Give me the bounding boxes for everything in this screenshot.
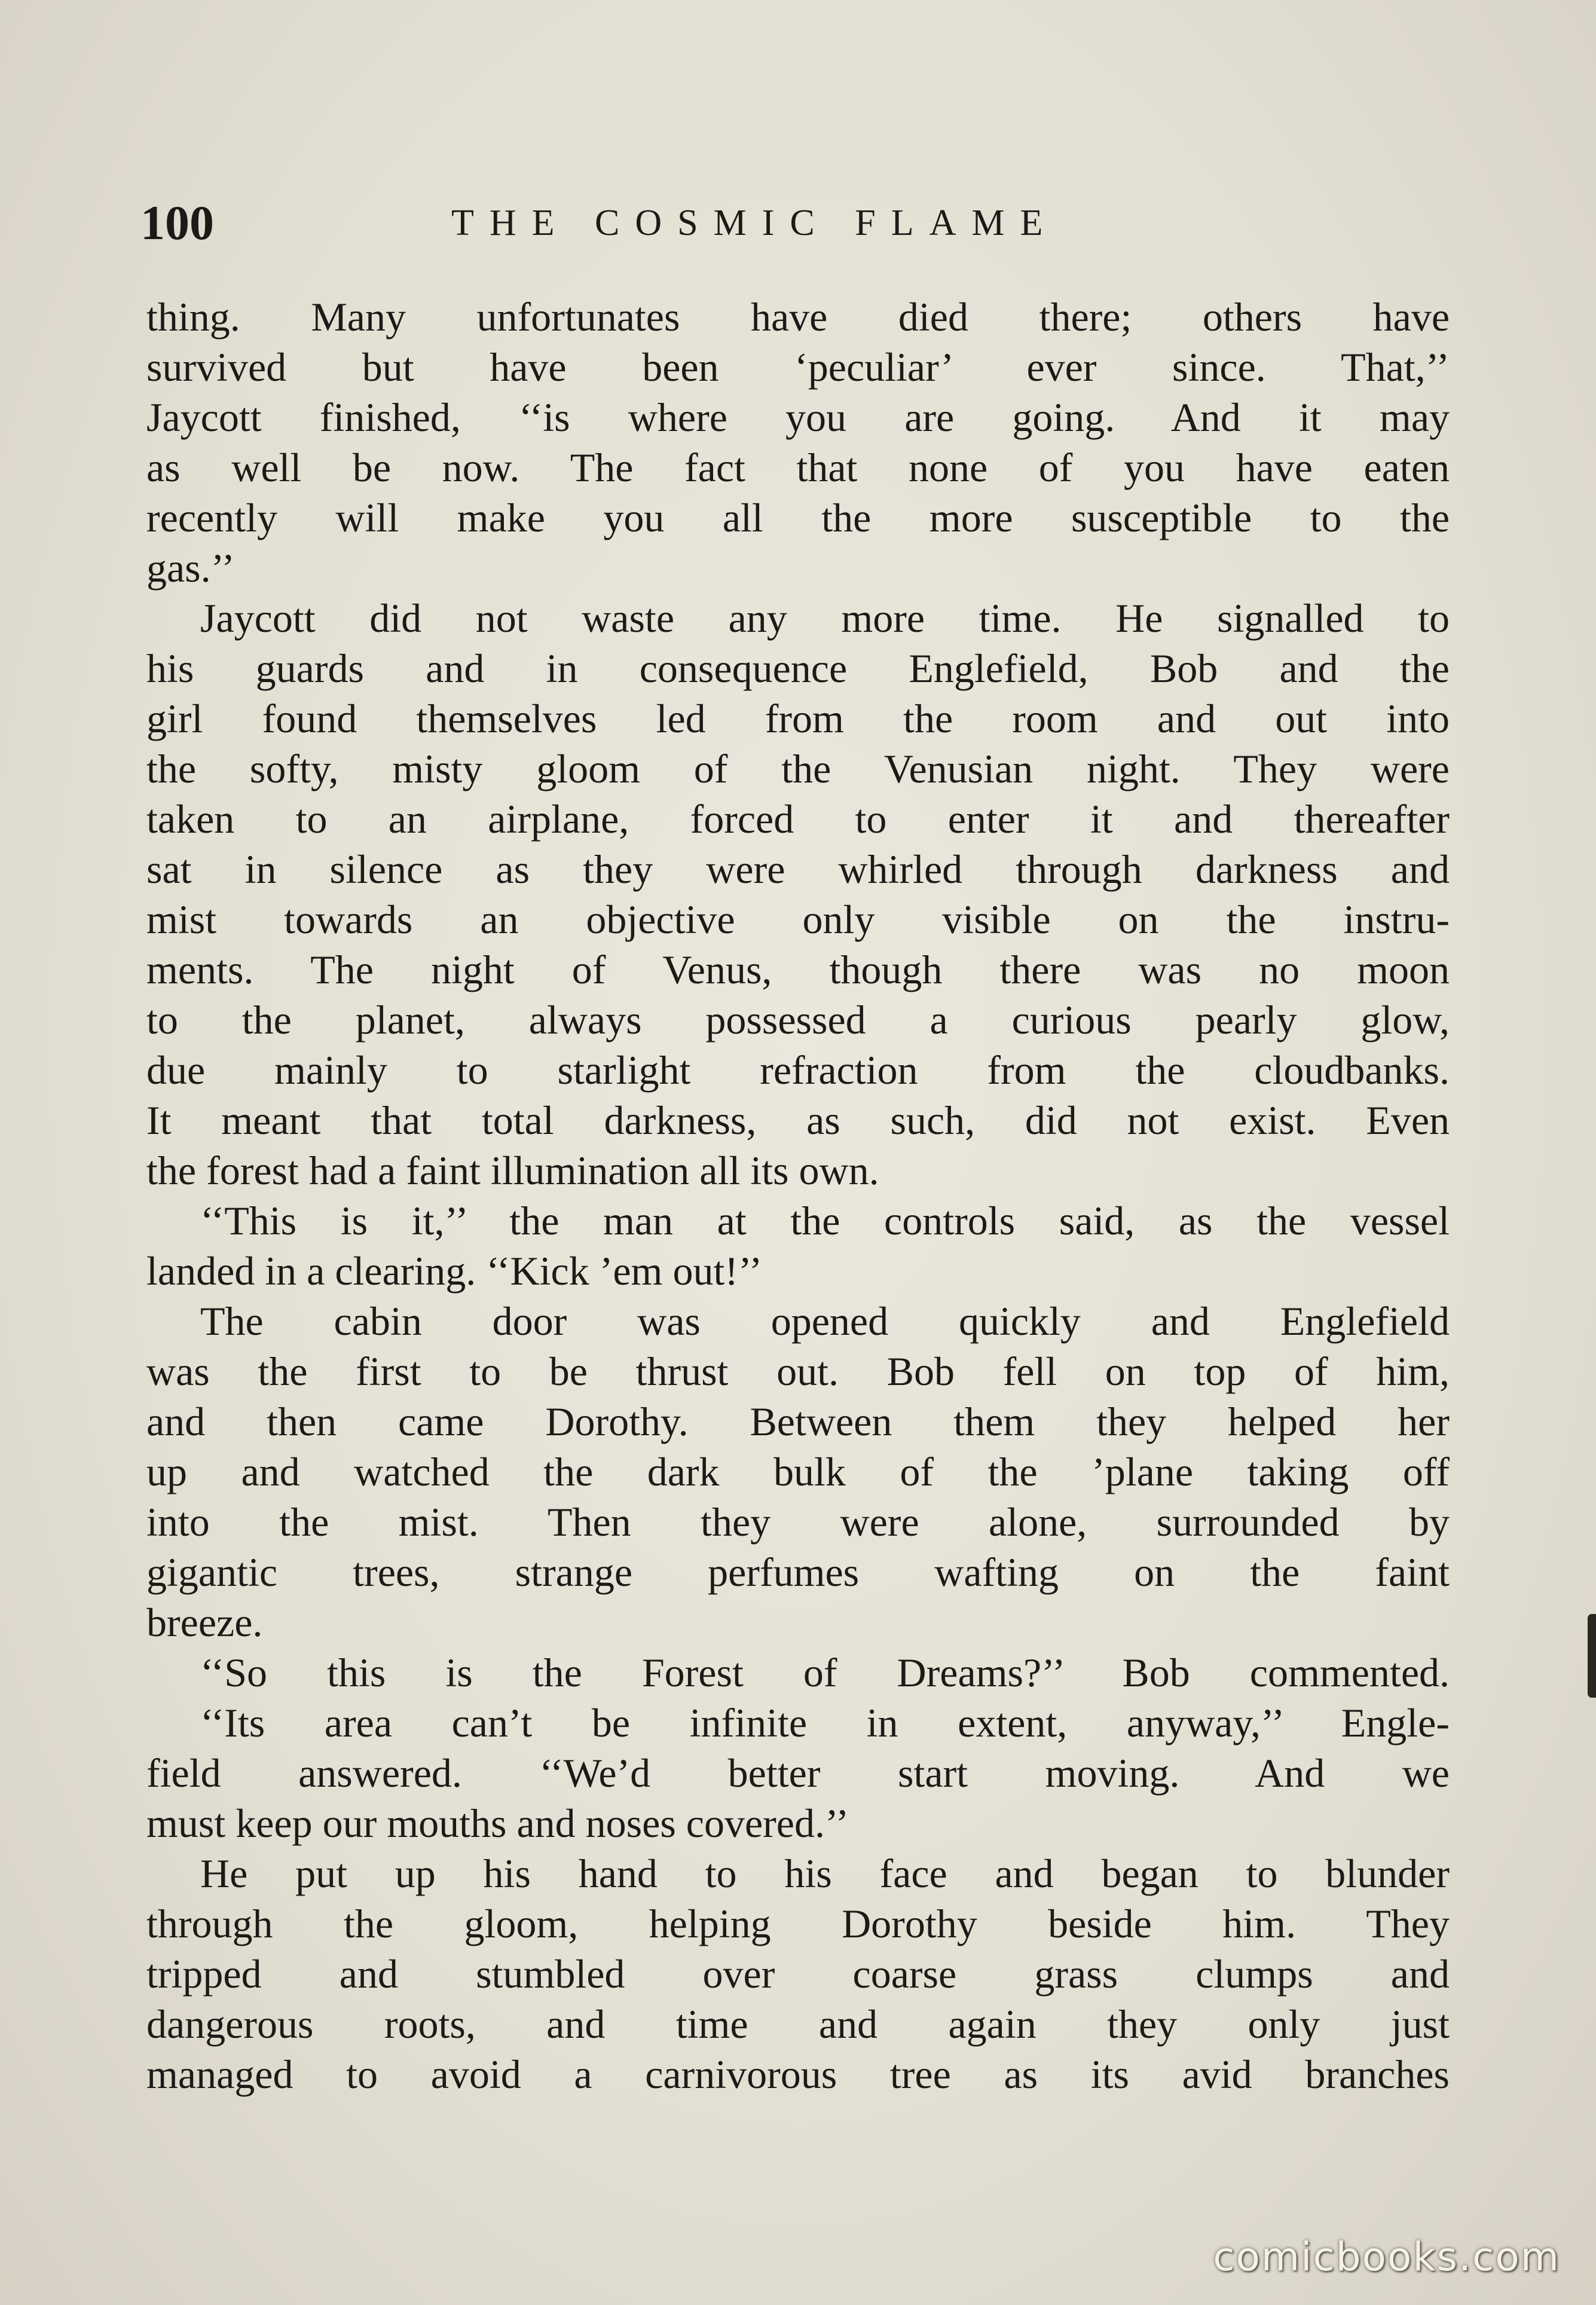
text-line: through the gloom, helping Dorothy beside him. They [146,1901,1450,1946]
text-line: ‘‘Its area can’t be infinite in extent, anyway,’’ Engle- [200,1700,1450,1745]
text-line: Jaycott finished, ‘‘is where you are going. And it may [146,395,1450,440]
text-line: was the first to be thrust out. Bob fell on top of him, [146,1349,1450,1394]
text-line: due mainly to starlight refraction from the cloudbanks. [146,1047,1450,1093]
text-line: ‘‘So this is the Forest of Dreams?’’ Bob commented. [200,1650,1450,1695]
body-text [146,292,1450,2099]
page-header [140,190,1450,256]
text-line: taken to an airplane, forced to enter it and thereafter [146,796,1450,842]
text-line: gas.’’ [146,545,235,591]
text-line: Jaycott did not waste any more time. He signalled to [200,595,1450,641]
text-line: He put up his hand to his face and began to blunder [200,1851,1450,1896]
text-line: survived but have been ‘peculiar’ ever since. That,’’ [146,344,1450,390]
text-line: field answered. ‘‘We’d better start moving. And we [146,1750,1450,1796]
text-line: dangerous roots, and time and again they only just [146,2001,1450,2047]
text-line: The cabin door was opened quickly and Englefield [200,1298,1450,1344]
text-line: sat in silence as they were whirled through darkness and [146,846,1450,892]
text-line: the forest had a faint illumination all its own. [146,1148,879,1193]
text-line: the softy, misty gloom of the Venusian night. They were [146,746,1450,791]
text-line: It meant that total darkness, as such, did not exist. Even [146,1098,1450,1143]
text-line: up and watched the dark bulk of the ’plane taking off [146,1449,1450,1494]
watermark: comicbooks.com [1213,2234,1560,2280]
page-edge-mark [1588,1614,1596,1698]
text-line: into the mist. Then they were alone, surrounded by [146,1499,1450,1545]
text-line: managed to avoid a carnivorous tree as its avid branches [146,2052,1450,2097]
text-line: gigantic trees, strange perfumes wafting on the faint [146,1549,1450,1595]
text-line: tripped and stumbled over coarse grass clumps and [146,1951,1450,1997]
text-line: mist towards an objective only visible on the instru- [146,897,1450,942]
text-line: breeze. [146,1600,263,1645]
running-title: THE COSMIC FLAME [451,203,1059,243]
text-line: landed in a clearing. ‘‘Kick ’em out!’’ [146,1248,763,1294]
text-line: to the planet, always possessed a curious pearly glow, [146,997,1450,1043]
text-line: and then came Dorothy. Between them they helped her [146,1399,1450,1444]
text-line: his guards and in consequence Englefield, Bob and the [146,646,1450,691]
text-line: ‘‘This is it,’’ the man at the controls said, as the vessel [200,1198,1450,1243]
text-line: must keep our mouths and noses covered.’’ [146,1800,849,1846]
text-line: thing. Many unfortunates have died there; others have [146,294,1450,340]
text-line: girl found themselves led from the room and out into [146,696,1450,741]
page-number: 100 [140,195,214,250]
text-line: recently will make you all the more susceptible to the [146,495,1450,540]
text-line: as well be now. The fact that none of you have eaten [146,445,1450,490]
text-line: ments. The night of Venus, though there was no moon [146,947,1450,992]
